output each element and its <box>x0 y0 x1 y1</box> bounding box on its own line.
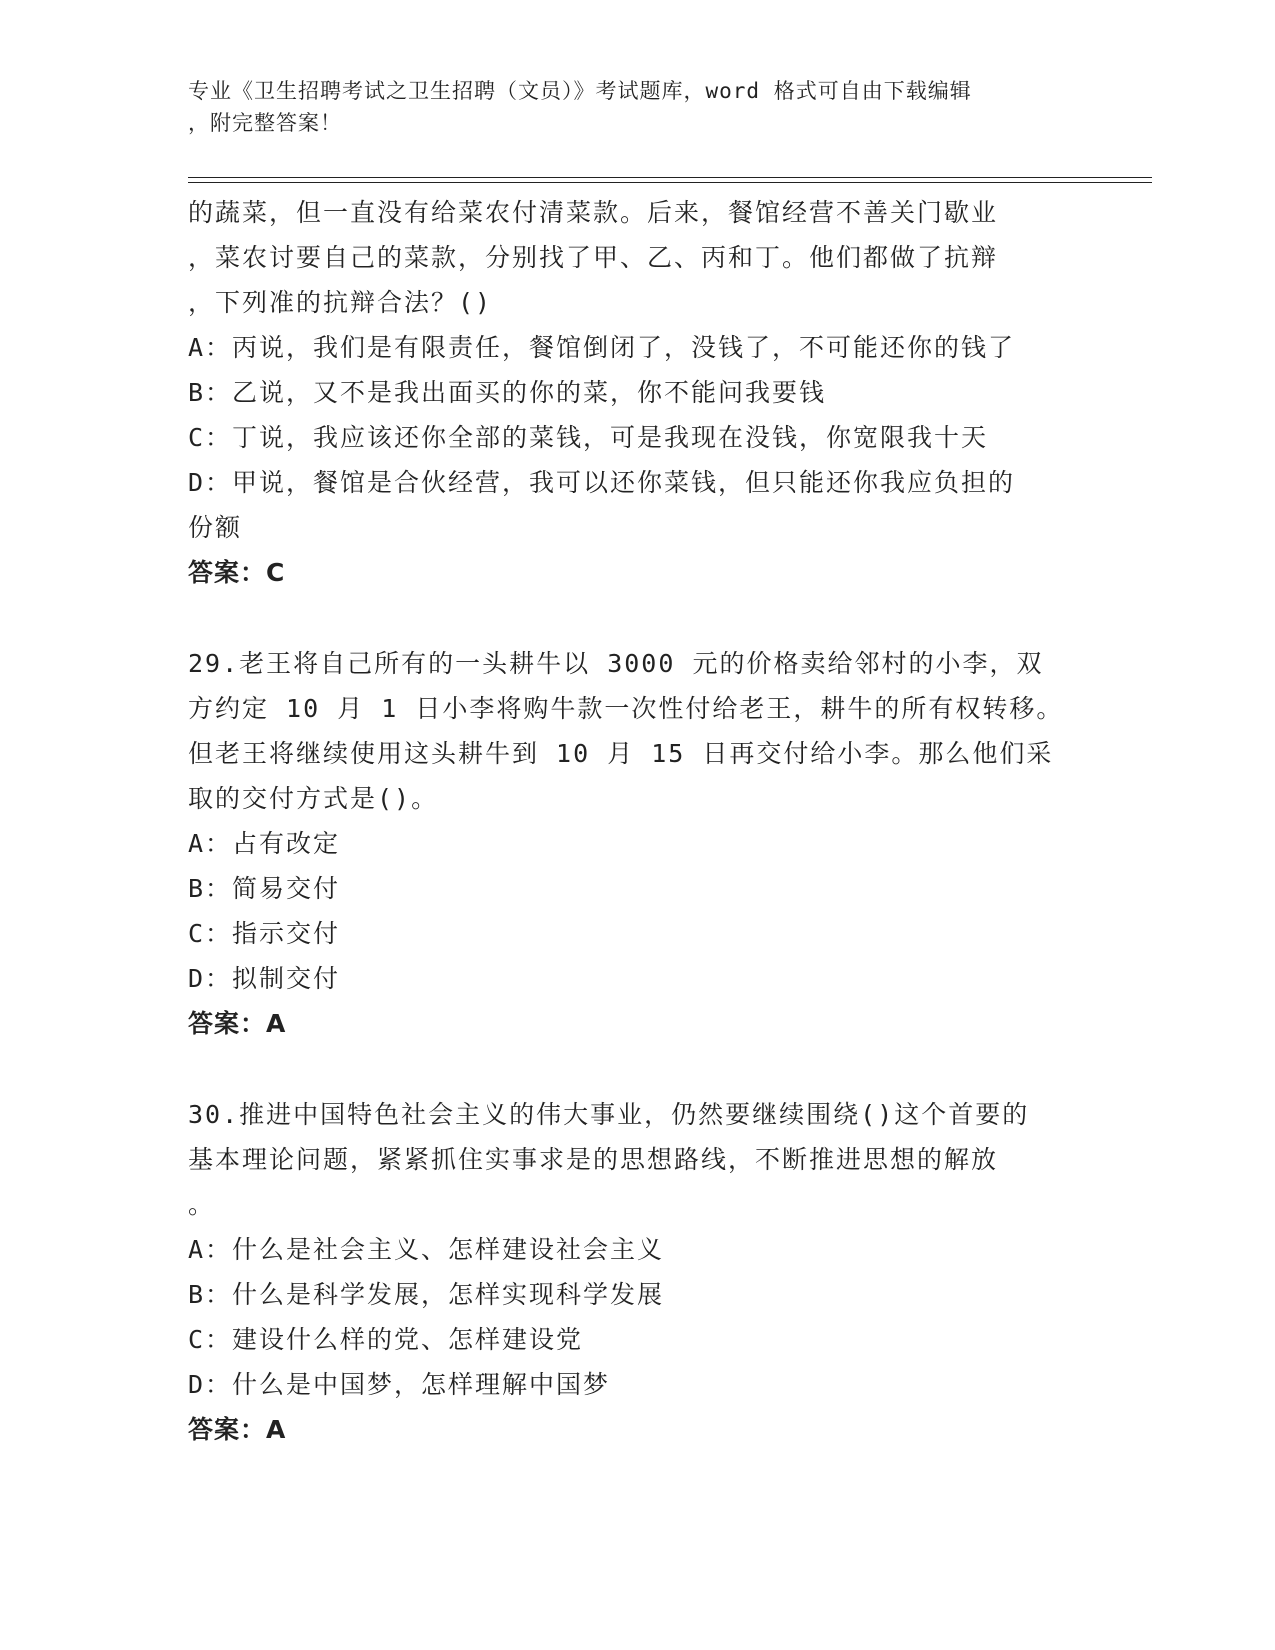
header-divider-bottom <box>188 182 1152 183</box>
question-stem-line: 方约定 10 月 1 日小李将购牛款一次性付给老王，耕牛的所有权转移。 <box>188 694 1064 723</box>
header-divider-top <box>188 177 1152 178</box>
answer-label: 答案：A <box>188 1009 287 1038</box>
option-c: C：丁说，我应该还你全部的菜钱，可是我现在没钱，你宽限我十天 <box>188 423 989 452</box>
option-a: A：丙说，我们是有限责任，餐馆倒闭了，没钱了，不可能还你的钱了 <box>188 333 1016 362</box>
option-c: C：指示交付 <box>188 919 341 948</box>
option-b: B：简易交付 <box>188 874 341 903</box>
question-stem-line: 基本理论问题，紧紧抓住实事求是的思想路线，不断推进思想的解放 <box>188 1145 999 1174</box>
spacer <box>188 595 1088 641</box>
header-title-line-2: ，附完整答案！ <box>188 111 342 135</box>
option-a: A：占有改定 <box>188 829 341 858</box>
question-stem-line: ，菜农讨要自己的菜款，分别找了甲、乙、丙和丁。他们都做了抗辩 <box>188 243 999 272</box>
option-b: B：乙说，又不是我出面买的你的菜，你不能问我要钱 <box>188 378 827 407</box>
option-d: D：甲说，餐馆是合伙经营，我可以还你菜钱，但只能还你我应负担的 <box>188 468 1016 497</box>
question-30 <box>188 1092 1088 1452</box>
question-29 <box>188 641 1088 1046</box>
answer-label: 答案：A <box>188 1415 287 1444</box>
question-stem-line: 。 <box>188 1190 216 1219</box>
option-d-continued: 份额 <box>188 513 243 542</box>
question-stem-line: 30.推进中国特色社会主义的伟大事业，仍然要继续围绕()这个首要的 <box>188 1100 1030 1129</box>
option-c: C：建设什么样的党、怎样建设党 <box>188 1325 584 1354</box>
answer-label: 答案：C <box>188 558 286 587</box>
question-stem-line: 29.老王将自己所有的一头耕牛以 3000 元的价格卖给邻村的小李，双 <box>188 649 1044 678</box>
question-28 <box>188 190 1088 595</box>
question-stem-line: 取的交付方式是()。 <box>188 784 439 813</box>
header-title-line-1: 专业《卫生招聘考试之卫生招聘（文员）》考试题库，word 格式可自由下载编辑 <box>188 79 972 103</box>
option-d: D：什么是中国梦，怎样理解中国梦 <box>188 1370 611 1399</box>
document-header <box>188 75 1088 139</box>
question-stem-line: 但老王将继续使用这头耕牛到 10 月 15 日再交付给小李。那么他们采 <box>188 739 1054 768</box>
option-d: D：拟制交付 <box>188 964 341 993</box>
option-b: B：什么是科学发展，怎样实现科学发展 <box>188 1280 665 1309</box>
question-stem-line: ，下列准的抗辩合法？() <box>188 288 493 317</box>
spacer <box>188 1046 1088 1092</box>
option-a: A：什么是社会主义、怎样建设社会主义 <box>188 1235 665 1264</box>
question-list <box>188 190 1088 1452</box>
question-stem-line: 的蔬菜，但一直没有给菜农付清菜款。后来，餐馆经营不善关门歇业 <box>188 198 999 227</box>
